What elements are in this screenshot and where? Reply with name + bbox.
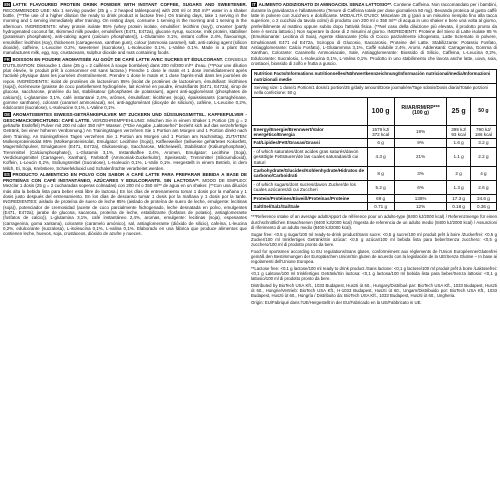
section-heading: ALIMENTO ADDIZIONATO DI AMINOACIDI. SENZA LATTOSIO**. bbox=[258, 2, 393, 8]
footnote: **Lactose free: <0.1 g lactose/100 ml ready to drink product /Sans lactose: <0,1 g lactose/100 ml produit prêt à boire /Laktosefrei: <0,1 g Laktose/100 ml trinkfertiges Getränk/Sin lactosa: <0,1 g lactosa/100 ml bebida lista para beber/Senza lattosio: <0,1 g lattosio/100 ml di prodotto pronto da bere. bbox=[251, 265, 497, 281]
language-section-de bbox=[3, 112, 247, 171]
nutrition-row bbox=[252, 194, 496, 202]
nutrient-label: Protein/Protéines/Eiweiß/Proteínas/Proteine bbox=[252, 194, 367, 202]
nutrient-value: 12% bbox=[394, 203, 447, 211]
footnotes bbox=[251, 214, 497, 304]
language-section-it bbox=[251, 2, 497, 66]
nutrition-table bbox=[251, 69, 497, 211]
nutrition-row bbox=[252, 203, 496, 211]
nutrition-header-cell: 100 g bbox=[367, 98, 394, 125]
nutrient-value: 21% bbox=[394, 147, 447, 166]
section-heading: BOISSON EN POUDRE AROMATISÉE AU GOÛT DE CAFÉ LATTE AVEC SUCRES ET ÉDULCORANT. bbox=[12, 57, 224, 63]
footnote: Distributed by BioTech USA Kft., 1033 Budapest, Huszti út 60., Hungary/Distribué par: BioTech USA Kft., 1033 Budapest, Huszti út 60., Hongrie/Vertrieb: BioTech USA Kft., H-1033 Budapest, Huszti út 60., Ungarn/Distribuido por: BioTech USA Kft., 1033 Budapest, Huszti út 60., Hungría / Distribuito da: BioTech USA Kft., 1033 Budapest, Huszti út 60., Ungheria. bbox=[251, 282, 497, 299]
nutrient-value: 2.6 g bbox=[470, 180, 496, 194]
nutrient-value: 3.2 g bbox=[470, 139, 496, 147]
nutrition-header-cell: 25 g bbox=[447, 98, 470, 125]
nutrient-value: 4.3 g bbox=[367, 147, 394, 166]
nutrition-header-cell bbox=[252, 98, 367, 125]
nutrient-value: 0.71 g bbox=[367, 203, 394, 211]
nutrient-label: - of which sugars/dont sucres/davon Zucker/de los cuales azúcares/di cui Zuccheri bbox=[252, 180, 367, 194]
nutrient-value: 9% bbox=[394, 139, 447, 147]
nutrient-label: Salt/Sel/Salz/Sal/Sale bbox=[253, 204, 300, 210]
section-body: Contiene Caffeina. Non raccomandato per i bambini, durante la gravidanza e l'allattamento (Tenore di Caffeina totale per dose giornaliera 50 mg). Bevanda proteica al gusto caffè latte in polvere con zucchero e dolcificante. MODALITÀ D'USO: Miscelare 25 g (pari a un misurino riempito fino alla tacca superiore, o 2 cucchiai da tavola colmi) di prodotto con 200 ml o 350 ml** di acqua in uno shaker e bere una volta al giorno, preferibilmente al mattino oppure subito dopo l'attività fisica. (**Nel caso della diluizione più elevata, il prodotto pronto da bere è senza lattosio.) Non superare la dose di 2 misurini al giorno. INGREDIENTI: Proteine del Siero di Latte isolate 85 % (Emulsionante: Lecitina di Soia), Agente sbiancante (Olio di Cocco parzialmente idrogenato, Latte Scremato in polvere, Emulsionanti E471 ed E472a, Sciroppo di Glucosio, Saccarosio, Proteine del Latte. Stabilizzante: Potassio Fosfato, Antiagglomerante: Calcio Fosfato), L-Glutammina 3,1%, Caffè solubile 2,4%, Aromi. Addensanti: Carragenina, Gomma di Xanthan, Colorante: Caramello Ammoniacale, Sale, Antiagglomerante: Biossido di Silicio, Caffeina, L-Leucina 0,2%, Edulcorante: Sucralosio, L-Isoleucina 0,1%, L-Valina 0,1%. Prodotto in uno stabilimento che lavora anche latte, uova, soia, crostacei, biossido di zolfo e frutta a guscio. bbox=[251, 2, 497, 66]
language-section-en bbox=[3, 2, 247, 56]
language-badge: IT bbox=[252, 2, 256, 7]
nutrient-value: 138% bbox=[394, 194, 447, 202]
section-heading: PRODUCTO ALIMENTICIO EN POLVO CON SABOR A CAFÉ LATTE PARA PREPARAR BEBIDA A BASE DE PROTEÍNAS CON CAFÉ INSTANTÁNEO, AZÚCARES Y EDULCORANTE. SIN LACTOSA**. bbox=[3, 172, 247, 183]
section-body: RECOMMENDED USE: Mix 1 serving powder (25 g = 2 heaped tablespoons) with 200 ml or 350 ml** water in a shaker bottle. (**The use of a higher dilution the ready to drink product is lactose free.) On training days, take 1 serving in the morning and 1 serving immediately after training. On resting days, consume 1 serving in the morning and 1 serving in the afternoon. INGREDIENTS: whey protein isolate 85% (whey protein isolate, emulsifier: lecithins (soy)), creamer (partly hydrogenated coconut fat, skimmed milk powder, emulsifiers (E471, E472a), glucose syrup, sucrose, milk protein, stabiliser (potassium phosphates), anti-caking agent (calcium phosphates)), L-Glutamine 3.1%, instant coffee 2.4%, flavourings, emulsifier: lecithins (soy), thickeners (carrageenan, xanthan gum), colour (ammonia caramel), salt, anti-caking agent (silicon dioxide), caffeine, L-Leucine 0.2%, sweetener (sucralose), L-Isoleucine 0.1%, L-Valine 0.1%. Made in a plant that manufactures milk, egg, soy, crustaceans, sulphur dioxide and nuts containing foods. bbox=[3, 7, 247, 56]
right-column bbox=[251, 2, 497, 498]
language-badge: FR bbox=[4, 57, 10, 63]
footnote: ***Reference intake of an average adult/Apport de référence pour un adulte-type (8400 kJ/2000 kcal) / Referenzmenge für einen durchschnittlichen Erwachsenen (8400 kJ/2000 kcal) /Ingesta de referencia de un adulto medio (8400 kJ/2000 kcal) / Assunzioni di riferimento di un adulto medio (8400 kJ/2000 kcal). bbox=[251, 214, 497, 230]
footnote: Food for sportsmen according to EU regulations/Sans gluten, conformément aux règlements de l'Union Européenne/Glutenfrei gemäß den Bestimmungen der Europäischen Union/Sin gluten de acuerdo con la legislación de la UE/Senza Glutine – In base ai regolamenti dell'Unione Europea. bbox=[251, 248, 497, 264]
nutrient-value: 19% bbox=[394, 125, 447, 139]
nutrition-row bbox=[252, 139, 496, 147]
nutrition-title: Nutrition Facts/Informations nutritionnelles/Nährwertkennzeichnung/Información nutricional/media/Informazioni nutrizionali medie bbox=[252, 70, 496, 84]
section-body: VERZEHREMPFEHLUNG: Mischen Sie in einem Shaker 1 Portion (25 g = 2 gehäufte Esslöffel) Pulver mit 200 ml oder 350 ml** Wasser. (**Die Angabe „Laktosefrei" bezieht sich auf das verzehrfertige Getränk, bei einer höheren Verdünnung.) An Trainingstagen verzehren Sie 1 Portion am Morgen und 1 Portion direkt nach dem Training. An trainingsfreien Tagen verzehren Sie 1 Portion am Morgen und 1 Portion am Nachmittag. ZUTATEN: Molkenproteinisolat 85% (Molkenproteinisolat, Emulgator: Lecithine (Soja)), Kaffeeweißer (teilweise gehärtetes Kokosfett, Magermilchpulver, Emulgatoren (E471, E472a), Glukosesirup, Saccharose, Milcheiweiß, Stabilisator (Kaliumphosphate), Trennmittel (Calciumphosphate)), L-Glutamin 3,1%, Instantkaffee 2,4%, Aromen, Emulgator: Lecithine (Soja), Verdickungsmittel (Carrageen, Xanthan), Farbstoff (Ammoniak-Zuckerkulör), Speisesalz, Trennmittel (Siliciumdioxid), Koffein, L-Leucin 0,2%, Süßungsmittel (Sucralose), L-Isoleucin 0,1%, L-Valin 0,1%. Hergestellt in einem Betrieb, in dem Milch, Ei, Soja, Krebstiere, Schwefeldioxid und Schalenfrüchte verarbeitet werden. bbox=[3, 117, 247, 171]
nutrient-value: 34.6 g bbox=[470, 194, 496, 202]
nutrition-row bbox=[252, 167, 496, 181]
footnote: Origin: EU/Fabriqué dans l'UE/Hergestellt in der EU/Fabricado en la UE/Fabbricato in UE. bbox=[251, 299, 422, 305]
nutrient-label: Fat/Lipides/Fett/Grasas/Grassi bbox=[252, 139, 367, 147]
section-heading: LATTE FLAVOURED PROTEIN DRINK POWDER WITH INSTANT COFFEE, SUGARS AND SWEETENER. bbox=[12, 2, 247, 8]
nutrient-value: 1.3 g bbox=[447, 180, 470, 194]
nutrient-value: 2 g bbox=[447, 167, 470, 181]
nutrient-value: 69 g bbox=[367, 194, 394, 202]
nutrient-value: 790 kJ/ 186 kcal bbox=[470, 125, 496, 139]
nutrient-label: Energy/Energie/Brennwert/Valor energético/Energia bbox=[252, 125, 367, 139]
nutrient-value: 5.2 g bbox=[367, 180, 394, 194]
nutrient-value: 6 g bbox=[367, 139, 394, 147]
nutrient-value: 17.3 g bbox=[447, 194, 470, 202]
left-column bbox=[3, 2, 247, 498]
language-badge: ES bbox=[4, 172, 10, 178]
nutrition-row bbox=[252, 180, 496, 194]
nutrition-header-row bbox=[252, 98, 496, 125]
nutrient-value: 6% bbox=[394, 180, 447, 194]
nutrition-row bbox=[252, 147, 496, 166]
footnote: Sugar free: <0.5 g sugar/100 ml ready-to-drink product/Sans sucre: <0,5 g sucre/100 ml produit prêt à boire /Zuckerfrei: <0,5 g Zucker/100 ml trinkfertiges Getränk/Sin azúcar: <0,5 g azúcar/100 ml bebida lista para beber/Senza zucchero: <0,5 g zucchero/100 ml di prodotto pronto da bere. bbox=[251, 231, 497, 247]
nutrient-value: 1579 kJ/ 372 kcal bbox=[367, 125, 394, 139]
nutrition-header-cell: RI/AR/RM/RP*** (100 g) bbox=[394, 98, 447, 125]
nutrition-subtitle: Serving size: 1 dose/1 Portion/1 dosis/1 portion/25 g/daily amount/Dose journalière/Tage sdosis/Dosis diaria/Totale porzioni nella confezione: 50 g bbox=[252, 84, 496, 98]
nutrient-label: - of which saturates/dont acides gras saturés/davon gesättigte Fettsäuren/de las cuales saturadas/di cui Saturi bbox=[252, 147, 367, 166]
nutrient-value: 8 g bbox=[367, 167, 394, 181]
section-heading: AROMATISIERTES EIWEISS-GETRÄNKEPULVER MIT ZUCKERN UND SÜSSUNGSMITTEL. KAFFEEPULVER - GESCHMACKSRICHTUNG: CAFÉ LATTE. bbox=[3, 112, 247, 123]
nutrient-value: 3% bbox=[394, 167, 447, 181]
nutrient-value: 0.36 g bbox=[470, 203, 496, 211]
nutrient-value: 395 kJ/ 93 kcal bbox=[447, 125, 470, 139]
nutrient-label: Carbohydrate/Glucides/Kohlenhydrate/Hidratos de carbono/Carboidrati bbox=[252, 167, 367, 181]
language-badge: DE bbox=[4, 112, 11, 118]
nutrient-value: 1.1 g bbox=[447, 147, 470, 166]
nutrition-grid bbox=[252, 98, 496, 210]
section-body: CONSEILS D'UTILISATION: Dissoudre 1 dose (25 g = 2 cuillères à soupe bombées) dans 200 ml/300 ml** d'eau. (**Pour une dilution plus élevée, le produit prêt à consommer est sans lactose.) Prendre 1 dose le matin et 1 dose immédiatement après l'activité physique dans les journées d'entraînement. Prendre 1 dose le matin et 1 dose l'après-midi dans les journées de repos. INGRÉDIENTS: isolat de protéines de lactosérum 85% (isolat de protéines de lactosérum, émulsifiant: lécithines (soja)), écrémeuse (graisse de coco partiellement hydrogénée, lait écrémé en poudre, émulsifiants (E471, E472a), sirop de glucose, saccharose, protéine du lait, stabilisateur (phosphates de potassium), agent anti-agglomérant (phosphates de calcium)), L-glutamine 3,1%, café instantané 2,4%, arômes, émulsifiant: lécithines (soja), épaississants (carraghénane, gomme xanthane), colorant (caramel ammoniacal), sel, anti-agglomérant (dioxyde de silicium), caféine, L-Leucine 0,2%, édulcorant (sucralose), L-Isoleucine 0,1%, L-Valine 0,1%. bbox=[3, 57, 247, 111]
section-body: MODO DE EMPLEO: Mezclar 1 dosis (25 g = 2 cucharadas soperas colmadas) con 200 ml o 350 ml** de agua en un shaker. (**Con una dilución más alta la bebida lista para beber está libre de lactosa.) En los días de entrenamiento tomar 1 dosis por la mañana y 1 dosis justo después del entrenamiento. En los días de descanso tomar 1 dosis por la mañana y 1 dosis por la tarde. INGREDIENTES: aislado de proteína de suero de leche 85% (aislado de proteína de suero de leche, emulgente: lecitinas (soja)), potenciador de cremosidad (aceite de coco parcialmente hidrogenado, leche desnatada en polvo, emulgentes (E471, E472a), jarabe de glucosa, sacarosa, proteína de leche, estabilizante (fosfatos de potasio), antiaglomerante (fosfatos de calcio)), L-glutamina 3,1%, café instantáneo 2,4%, aromas, emulgente: lecitinas (soja), espesantes (carragenina, goma xantana), colorante (caramelo amónico), sal, antiaglomerante (dióxido de silicio), cafeína, L-leucina 0,2%, edulcorante (sucralosa), L-isoleucina 0,1%, L-valina 0,1%. Elaborado en una fábrica que produce alimentos que contienen leche, huevos, soja, crustáceos, dióxido de azufre y nueces. bbox=[3, 177, 247, 237]
nutrition-header-cell: 50 g bbox=[470, 98, 496, 125]
nutrient-value: 0.18 g bbox=[447, 203, 470, 211]
language-badge: EN bbox=[4, 2, 11, 7]
nutrient-value: 2.2 g bbox=[470, 147, 496, 166]
nutrient-value: 1.6 g bbox=[447, 139, 470, 147]
nutrition-row bbox=[252, 125, 496, 139]
nutrient-value: 4 g bbox=[470, 167, 496, 181]
language-section-fr bbox=[3, 57, 247, 111]
italian-section-wrap bbox=[251, 2, 497, 66]
language-section-es bbox=[3, 172, 247, 236]
